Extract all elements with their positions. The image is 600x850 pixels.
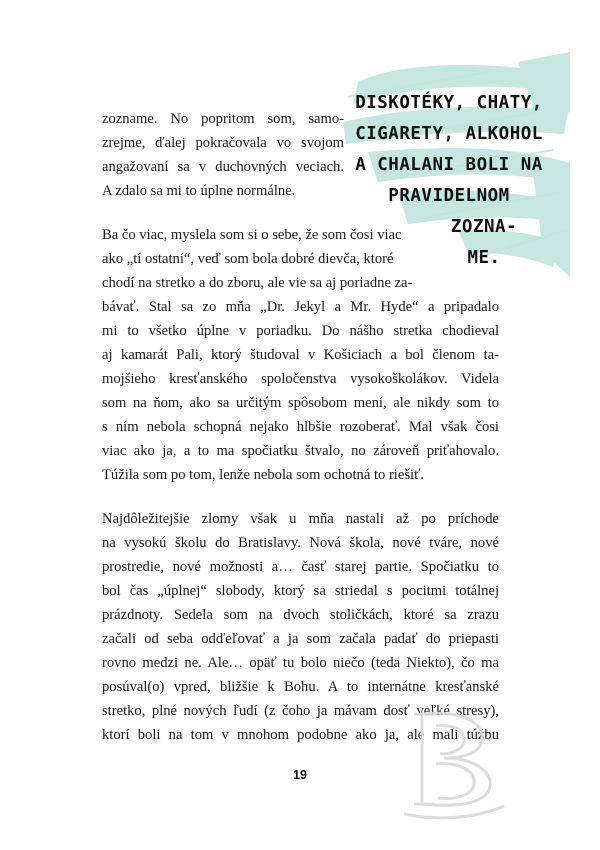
- body-line: stretko, plné nových ľudí (z čoho ja mávam dosť veľké stresy),: [102, 703, 499, 719]
- body-line: Najdôležitejšie zlomy však u mňa nastali až po príchode: [102, 511, 499, 527]
- page-number: 19: [293, 768, 307, 782]
- body-line: chodí na stretko a do zboru, ale vie sa aj poriadne za-: [102, 275, 413, 291]
- body-line: Ba čo viac, myslela som si o sebe, že som čosi viac: [102, 227, 402, 243]
- body-line: Túžila som po tom, lenže nebola som ochotná to riešiť.: [102, 467, 424, 483]
- body-line: mi to všetko úplne v poriadku. Do nášho stretka chodieval: [102, 323, 499, 339]
- body-line: mojšieho kresťanského spoločenstva vysokoškolákov. Videla: [102, 371, 499, 387]
- body-line: zozname. No popritom som, samo-: [102, 111, 344, 127]
- body-line: aj kamarát Pali, ktorý študoval v Košiciach a bol členom ta-: [102, 347, 499, 363]
- pullquote-line: ME.: [467, 248, 501, 268]
- body-line: s ním nebola schopná nejako hlbšie rozoberať. Mal však čosi: [102, 419, 499, 435]
- body-line: začali od seba odďeľovať a ja som začala padať do priepasti: [102, 631, 499, 647]
- body-line: bávať. Stal sa zo mňa „Dr. Jekyl a Mr. Hyde“ a pripadalo: [102, 299, 499, 315]
- pullquote-line: ZOZNA-: [450, 217, 518, 237]
- body-line: ako „tí ostatní“, veď som bola dobré dievča, ktoré: [102, 251, 394, 267]
- body-line: viac ako ja, a to ma spočiatku štvalo, no zároveň priťahovalo.: [102, 443, 499, 459]
- body-line: A zdalo sa mi to úplne normálne.: [102, 183, 296, 199]
- pullquote-line: CIGARETY, ALKOHOL: [355, 124, 543, 144]
- pullquote: [344, 88, 554, 274]
- pullquote-line: A CHALANI BOLI NA: [355, 155, 543, 175]
- body-line: posúval(o) vpred, bližšie k Bohu. A to internátne kresťanské: [102, 679, 499, 695]
- body-line: bol čas „úplnej“ slobody, ktorý sa striedal s pocitmi totálnej: [102, 583, 499, 599]
- body-line: angažovaní sa v duchovných veciach.: [102, 159, 344, 175]
- pullquote-line: PRAVIDELNOM: [388, 186, 510, 206]
- body-line: som na ňom, ako sa určitým spôsobom mení, ale nikdy som to: [102, 395, 499, 411]
- body-line: zrejme, ďalej pokračovala vo svojom: [102, 135, 344, 151]
- body-line: ktorí boli na tom v mnohom podobne ako ja, ale mali túžbu: [102, 727, 499, 743]
- body-line: rovno medzi ne. Ale… opäť tu bolo niečo (teda Niekto), čo ma: [102, 655, 499, 671]
- body-line: prostredie, nové možnosti a… časť starej partie. Spočiatku to: [102, 559, 499, 575]
- body-line: na vysokú školu do Bratislavy. Nová škola, nové tváre, nové: [102, 535, 499, 551]
- b-monogram-icon: [392, 696, 512, 822]
- body-line: prázdnoty. Sedela som na dvoch stoličkách, ktoré sa zrazu: [102, 607, 499, 623]
- pullquote-line: DISKOTÉKY, CHATY,: [355, 93, 543, 113]
